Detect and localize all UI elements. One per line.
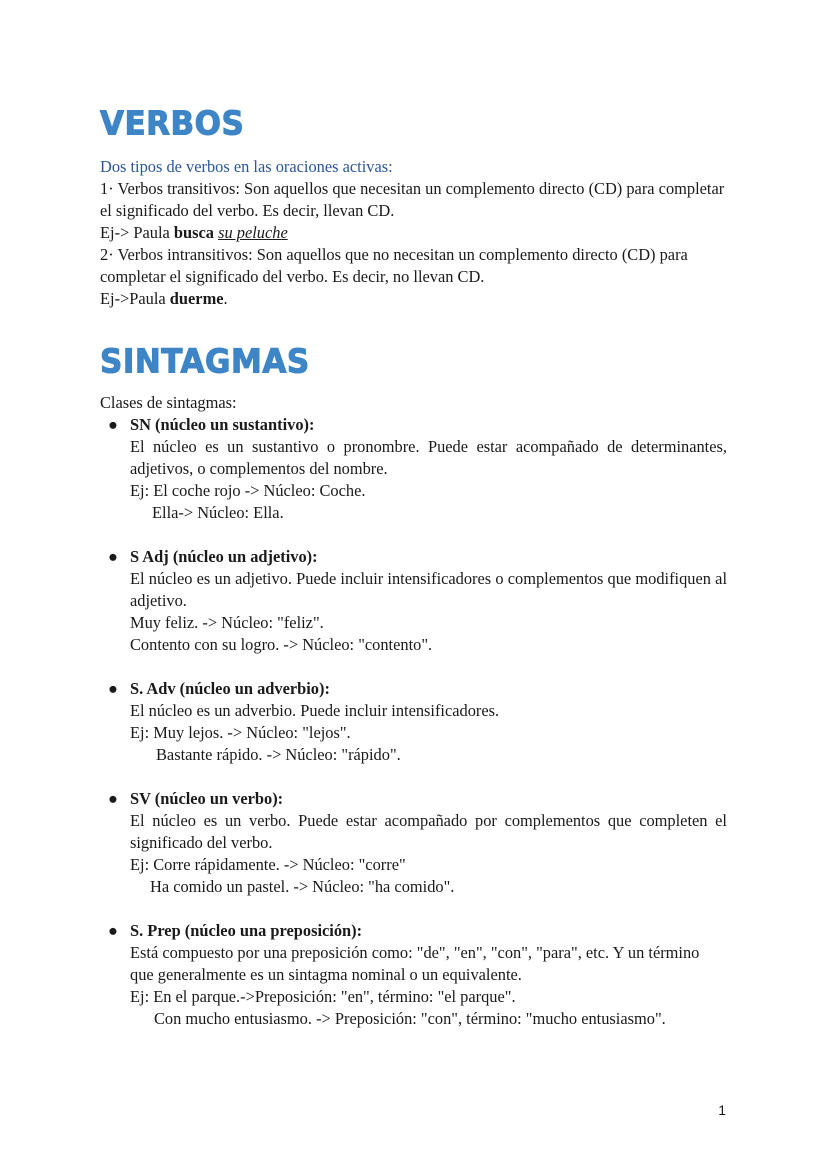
example-2-verb: duerme xyxy=(169,289,224,308)
verbos-transitivos: 1· Verbos transitivos: Son aquellos que necesitan un complemento directo (CD) para completar el significado del verbo. Es decir, llevan CD. xyxy=(100,179,725,220)
item-title: SN (núcleo un sustantivo): xyxy=(130,415,315,434)
item-example: Ej: El coche rojo -> Núcleo: Coche. xyxy=(130,481,366,500)
list-item-sn xyxy=(100,414,727,524)
item-example: Bastante rápido. -> Núcleo: "rápido". xyxy=(156,745,401,764)
item-example: Contento con su logro. -> Núcleo: "contento". xyxy=(130,635,433,654)
item-example: Ej: Corre rápidamente. -> Núcleo: "corre" xyxy=(130,855,406,874)
list-item-sprep xyxy=(100,920,727,1030)
item-description: El núcleo es un adverbio. Puede incluir intensificadores. xyxy=(130,701,500,720)
verbos-subtitle: Dos tipos de verbos en las oraciones activas: xyxy=(100,157,393,176)
item-description: Está compuesto por una preposición como: "de", "en", "con", "para", etc. Y un término que generalmente es un sintagma nominal o un equivalente. xyxy=(130,943,700,984)
bullet-icon: ● xyxy=(108,679,118,698)
item-title: S. Adv (núcleo un adverbio): xyxy=(130,679,330,698)
sintagmas-list xyxy=(100,414,727,1030)
page-content xyxy=(100,100,727,1052)
item-title: S Adj (núcleo un adjetivo): xyxy=(130,547,318,566)
item-description: El núcleo es un verbo. Puede estar acompañado por complementos que completen el significado del verbo. xyxy=(130,811,727,852)
item-example: Ha comido un pastel. -> Núcleo: "ha comido". xyxy=(150,877,455,896)
bullet-icon: ● xyxy=(108,547,118,566)
bullet-icon: ● xyxy=(108,789,118,808)
page-number: 1 xyxy=(718,1102,726,1118)
sintagmas-intro: Clases de sintagmas: xyxy=(100,393,237,412)
item-title: SV (núcleo un verbo): xyxy=(130,789,284,808)
list-item-sadj xyxy=(100,546,727,656)
item-description: El núcleo es un adjetivo. Puede incluir intensificadores o complementos que modifiquen al adjetivo. xyxy=(130,569,727,610)
verbos-example-2 xyxy=(100,288,727,310)
bullet-icon: ● xyxy=(108,921,118,940)
item-example: Ella-> Núcleo: Ella. xyxy=(152,503,284,522)
item-title: S. Prep (núcleo una preposición): xyxy=(130,921,363,940)
list-item-sv xyxy=(100,788,727,898)
example-1-object: su peluche xyxy=(218,223,288,242)
example-1-prefix: Ej-> Paula xyxy=(100,223,174,242)
verbos-example-1 xyxy=(100,222,727,244)
sintagmas-section xyxy=(100,338,727,1030)
item-example: Ej: En el parque.->Preposición: "en", término: "el parque". xyxy=(130,987,516,1006)
list-item-sadv xyxy=(100,678,727,766)
item-example: Con mucho entusiasmo. -> Preposición: "con", término: "mucho entusiasmo". xyxy=(154,1009,666,1028)
example-1-verb: busca xyxy=(173,223,214,242)
verbos-heading: VERBOS xyxy=(100,105,245,144)
verbos-intransitivos: 2· Verbos intransitivos: Son aquellos que no necesitan un complemento directo (CD) para completar el significado del verbo. Es decir, no llevan CD. xyxy=(100,245,688,286)
item-description: El núcleo es un sustantivo o pronombre. Puede estar acompañado de determinantes, adjetivos, o complementos del nombre. xyxy=(130,437,727,478)
sintagmas-heading: SINTAGMAS xyxy=(100,343,310,382)
item-example: Muy feliz. -> Núcleo: "feliz". xyxy=(130,613,324,632)
example-2-prefix: Ej->Paula xyxy=(100,289,170,308)
bullet-icon: ● xyxy=(108,415,118,434)
example-2-suffix: . xyxy=(223,289,228,308)
item-example: Ej: Muy lejos. -> Núcleo: "lejos". xyxy=(130,723,351,742)
